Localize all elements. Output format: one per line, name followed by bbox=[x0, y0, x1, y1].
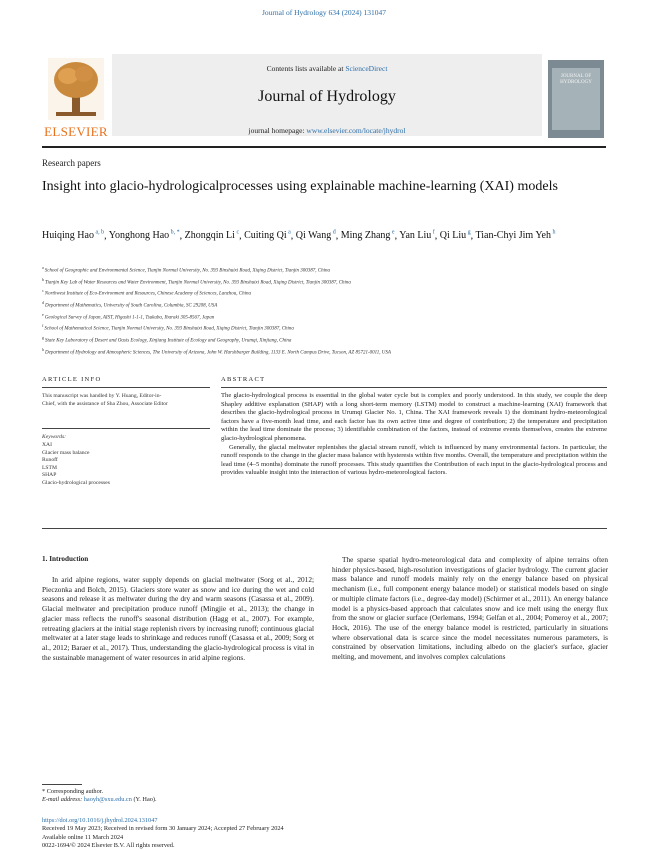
author[interactable] bbox=[296, 230, 336, 241]
keyword: XAI bbox=[42, 442, 52, 448]
handled-by-note: This manuscript was handled by Y. Huang, Editor-in-Chief, with the assistance of Sha Zhou, Associate Editor bbox=[42, 393, 168, 407]
affiliation bbox=[42, 287, 602, 299]
author-affiliation-marker[interactable]: f bbox=[431, 230, 435, 236]
affiliation-marker: d bbox=[42, 299, 45, 305]
publication-metadata bbox=[42, 817, 602, 850]
footnote bbox=[42, 788, 342, 805]
cover-title-line1: JOURNAL OF bbox=[560, 74, 592, 79]
keyword: Glacio-hydrological processes bbox=[42, 479, 110, 486]
author-affiliation-marker[interactable]: e bbox=[390, 230, 395, 236]
affiliation-text: Tianjin Key Lab of Water Resources and Water Environment, Tianjin Normal University, No. 393 Binshuixi Road, Xiqing District, Tianjin 300387, China bbox=[45, 280, 351, 286]
affiliation-text: Northwest Institute of Eco-Environment and Resources, Chinese Academy of Sciences, Lanzhou, China bbox=[44, 291, 251, 297]
journal-cover-thumbnail bbox=[548, 60, 604, 138]
abstract-body bbox=[221, 392, 607, 478]
abstract-paragraph-1: The glacio-hydrological process is essential in the global water cycle but is complex and poorly understood. In this study, we couple the deep Shapley additive explanation (SHAP) with a long short-term memory (LSTM) model to construct a machine-learning (XAI) framework that describes the glacio-hydrological process in Urumqi Glacier No. 1, China. The XAI framework reveals 1) the dominant hydro-meteorological factors have a five-month lead time, and each factor has its own active time and degree of contribution; 2) the temperature and precipitation within the lead time dominate the process; 3) identifiable combination of the factors, instead of extreme events themselves, creates the extreme glacio-hydrological phenomena. bbox=[221, 392, 607, 442]
email-suffix: (Y. Hao). bbox=[131, 796, 157, 804]
sciencedirect-link[interactable]: ScienceDirect bbox=[345, 64, 388, 73]
author-affiliation-marker[interactable]: d bbox=[331, 230, 336, 236]
article-title: Insight into glacio-hydrologicalprocesses using explainable machine-learning (XAI) models bbox=[42, 179, 558, 194]
received-dates: Received 19 May 2023; Received in revised form 30 January 2024; Accepted 27 February 2024 bbox=[42, 825, 284, 833]
affiliation-text: State Key Laboratory of Desert and Oasis Ecology, Xinjiang Institute of Ecology and Geography, Urumqi, Xinjiang, China bbox=[45, 338, 292, 344]
keyword: LSTM bbox=[42, 464, 57, 471]
affiliation-marker: g bbox=[42, 334, 45, 340]
abstract-heading: ABSTRACT bbox=[221, 376, 266, 383]
doi-link[interactable]: https://doi.org/10.1016/j.jhydrol.2024.131047 bbox=[42, 817, 158, 824]
author[interactable] bbox=[341, 230, 395, 241]
author[interactable] bbox=[476, 230, 556, 241]
affiliation-marker: a bbox=[42, 265, 45, 270]
author[interactable] bbox=[440, 230, 471, 241]
author-affiliation-marker[interactable]: h bbox=[551, 230, 556, 236]
intro-left-paragraph: In arid alpine regions, water supply depends on glacial meltwater (Sorg et al., 2012; Pieczonka and Bolch, 2015). Glaciers store water as snow and ice during the wet and cold seasons and release it as meltwater during the dry and warm seasons (Casassa et al., 2009). Glacial meltwater and precipitation produce runoff (Mingjie et al., 2013); the change in glacier mass reflects the runoff's seasonal distribution (Hagg et al., 2007). For example, retreating glaciers at the initial stage replenish rivers by increasing runoff; continuous glacial meltwater at a later stage leads to shrinkage and reduces runoff (Casassa et al., 2009; Sorg et al., 2012; Baraer et al., 2017). Thus, understanding the glacio-hydrological process is vital in the sustainable management of water resources in arid alpine regions. bbox=[42, 575, 314, 662]
affiliation-marker: e bbox=[42, 311, 45, 317]
abstract-paragraph-2: Generally, the glacial meltwater replenishes the glacial stream runoff, which is influenced by many environmental factors. In particular, the runoff responds to the change in the glacier mass balance with hysteresis within five months. Overall, the temperature and precipitation within the lead time (4–5 months) dominate the runoff processes. This study quantifies the Contribution of each input in the glacio-hydrological process and provides valuable insight into the interaction of various hydro-meteorological factors. bbox=[221, 443, 607, 477]
section-type: Research papers bbox=[42, 158, 101, 168]
journal-banner bbox=[112, 54, 542, 136]
available-online: Available online 11 March 2024 bbox=[42, 833, 124, 841]
author-name: Tian-Chyi Jim Yeh bbox=[475, 230, 551, 242]
affiliation-list bbox=[42, 264, 602, 357]
affiliation-text: School of Mathematical Science, Tianjin Normal University, No. 393 Binshuixi Road, Xiqing District, Tianjin 300387, China bbox=[44, 326, 294, 332]
corresponding-author-note: * Corresponding author. bbox=[42, 788, 104, 795]
author-name: Zhongqin Li bbox=[184, 230, 235, 242]
affiliation-marker: b bbox=[42, 276, 45, 282]
author-name: Cuiting Qi bbox=[244, 230, 287, 242]
email-link[interactable]: haoyh@sxu.edu.cn bbox=[83, 796, 132, 804]
article-info-rule bbox=[42, 387, 210, 388]
affiliation bbox=[42, 276, 602, 288]
author-affiliation-marker[interactable]: b, * bbox=[169, 230, 180, 236]
affiliation bbox=[42, 264, 602, 276]
keywords-rule bbox=[42, 428, 210, 429]
author-affiliation-marker[interactable]: a, b bbox=[93, 230, 105, 236]
cover-title bbox=[548, 74, 604, 86]
affiliation-text: Department of Mathematics, University of South Carolina, Columbia, SC 29208, USA bbox=[45, 303, 218, 309]
affiliation-text: Geological Survey of Japan, AIST, Higashi 1-1-1, Tsukuba, Ibaraki 305-8567, Japan bbox=[44, 315, 215, 321]
author[interactable] bbox=[42, 230, 104, 241]
author-affiliation-marker[interactable]: g bbox=[466, 230, 471, 236]
elsevier-logo bbox=[42, 54, 110, 144]
affiliation-text: Department of Hydrology and Atmospheric Sciences, The University of Arizona, John W. Harshbarger Building, 1133 E. North Campus Drive, Tucson, AZ 85721-0011, USA bbox=[45, 350, 391, 356]
affiliation-marker: c bbox=[42, 288, 45, 294]
author-name: Qi Wang bbox=[295, 230, 332, 242]
author-affiliation-marker[interactable]: c bbox=[234, 230, 240, 236]
author-name: Qi Liu bbox=[439, 230, 467, 242]
contents-line bbox=[112, 64, 542, 73]
elsevier-tree-icon bbox=[48, 58, 104, 120]
keyword: Glacier mass balance bbox=[42, 449, 90, 456]
header-rule bbox=[42, 146, 606, 148]
introduction-heading: 1. Introduction bbox=[42, 555, 89, 563]
homepage-link[interactable]: www.elsevier.com/locate/jhydrol bbox=[306, 126, 406, 135]
author-name: Yonghong Hao bbox=[108, 230, 170, 242]
author[interactable] bbox=[185, 230, 239, 241]
keyword: Runoff bbox=[42, 457, 58, 464]
intro-right-column bbox=[332, 555, 608, 662]
affiliation-marker: h bbox=[42, 346, 45, 352]
intro-left-column bbox=[42, 575, 314, 662]
keyword-list bbox=[42, 442, 202, 488]
contents-prefix: Contents lists available at bbox=[266, 64, 346, 73]
author[interactable] bbox=[399, 230, 435, 241]
journal-name: Journal of Hydrology bbox=[258, 88, 396, 105]
email-label: E-mail address: bbox=[42, 796, 84, 804]
author-name: Yan Liu bbox=[399, 230, 432, 242]
keyword: SHAP bbox=[42, 472, 57, 479]
email-line bbox=[42, 796, 342, 804]
author[interactable] bbox=[244, 230, 291, 241]
affiliation bbox=[42, 346, 602, 358]
abstract-rule-bottom bbox=[42, 528, 607, 529]
affiliation bbox=[42, 334, 602, 346]
affiliation-marker: f bbox=[42, 323, 45, 329]
affiliation-text: School of Geographic and Environmental Science, Tianjin Normal University, No. 393 Binshuixi Road, Xiqing District, Tianjin 300387, China bbox=[44, 268, 330, 274]
affiliation bbox=[42, 311, 602, 323]
copyright: 0022-1694/© 2024 Elsevier B.V. All rights reserved. bbox=[42, 841, 175, 849]
affiliation bbox=[42, 299, 602, 311]
author-affiliation-marker[interactable]: a bbox=[286, 230, 291, 236]
footnote-rule bbox=[42, 784, 82, 785]
elsevier-wordmark: ELSEVIER bbox=[44, 124, 108, 139]
author-name: Ming Zhang bbox=[340, 230, 391, 242]
keywords-label: Keywords: bbox=[42, 434, 67, 440]
abstract-rule-top bbox=[221, 387, 607, 388]
author[interactable] bbox=[109, 230, 180, 241]
intro-right-paragraph: The sparse spatial hydro-meteorological data and complexity of alpine terrains often hinder physics-based, high-resolution investigations of glacier hydrology. The current glacier mass balance and runoff models mainly rely on the energy balance based on physical mechanism (i.e., full component energy balance model) or statistical models based on single or multiple climate factors (i.e., degree-day model) (Schirmer et al., 2011). An energy balance model is a physics-based approach that calculates snow and ice melt using the energy flux from the snow or glacier surface (Oerlemans, 1994; Gelfan et al., 2004; Pomeroy et al., 2007; Hock, 2016). The use of the energy balance model is restricted, particularly in situations where observational data is scarce since the model necessitates numerous parameters, is constrained by observation limitations, including albedo on the glacier's surface, glacier melting, and movement, and involves complex calculations bbox=[332, 555, 608, 662]
homepage-prefix: journal homepage: bbox=[248, 126, 307, 135]
cover-title-line2: HYDROLOGY bbox=[560, 80, 592, 85]
affiliation bbox=[42, 322, 602, 334]
author-list: Huiqing Hao $^{a, b}$, Yonghong Hao $^{b, *}$, Zhongqin Li $^c$, Cuiting Qi $^a$, Qi Wang $^d$, Ming Zhang $^e$, Yan Liu $^f$, Qi Liu $^g$, Tian-Chyi Jim Yeh $^h$ bbox=[42, 230, 556, 242]
homepage-line bbox=[112, 126, 542, 135]
article-info-heading: ARTICLE INFO bbox=[42, 376, 102, 383]
author-name: Huiqing Hao bbox=[42, 230, 94, 242]
journal-citation[interactable]: Journal of Hydrology 634 (2024) 131047 bbox=[262, 8, 386, 17]
